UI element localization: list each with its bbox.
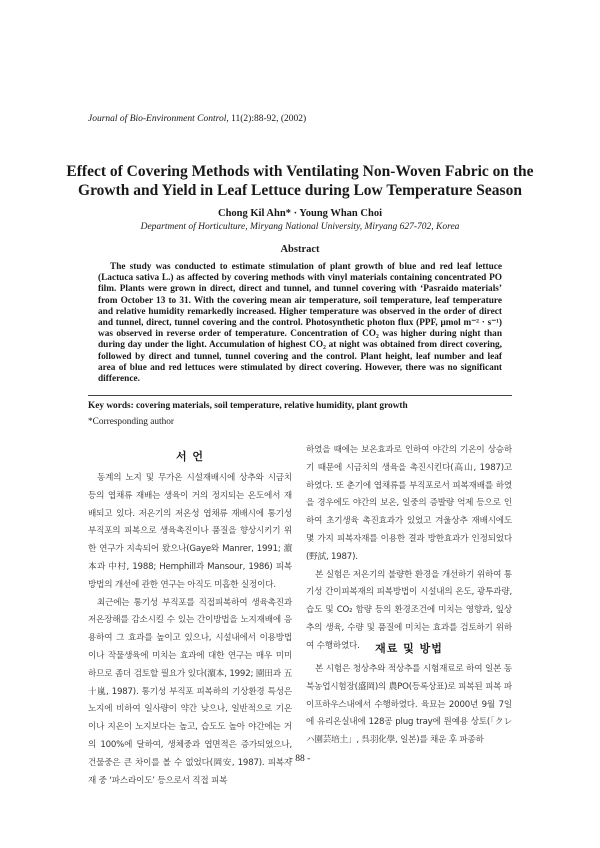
divider	[88, 395, 512, 396]
page-number: - 88 -	[289, 754, 311, 764]
abstract-sentence: However, there was no significant difference.	[98, 362, 502, 385]
abstract-body	[98, 262, 502, 385]
affiliation: Department of Horticulture, Miryang National University, Miryang 627-702, Korea	[140, 222, 460, 232]
journal-name: Journal of Bio-Environment Control,	[88, 114, 229, 124]
abstract-sentence: Plants were grown in direct, direct and tunnel, and tunnel covering with ‘Pasraido materials’ from October 13 to 31.	[98, 284, 503, 306]
journal-volume: 11(2):88-92, (2002)	[231, 114, 307, 124]
abstract-sentence: Concentration of CO₂ was higher during night than during day under the light.	[98, 329, 502, 351]
abstract-sentence: With the covering mean air temperature, soil temperature, leaf temperature and relative humidity remarkedly increased.	[98, 295, 503, 317]
right-column-methods	[306, 661, 512, 750]
left-column	[88, 470, 292, 790]
keywords: Key words: covering materials, soil temperature, relative humidity, plant growth	[88, 401, 408, 411]
authors: Chong Kil Ahn* · Young Whan Choi	[218, 208, 382, 219]
abstract-heading: Abstract	[280, 244, 320, 255]
paragraph: 하였을 때에는 보온효과로 인하여 야간의 기온이 상승하기 때문에 시금치의 생육을 촉진시킨다(高山, 1987)고 하였다. 또 춘기에 엽채류를 부직포로서 피복재배를 하였을 경우에도 야간의 보온, 일중의 증발량 억제 등으로 인하여 초기생육 촉진효과가 있었고 겨울상추 재배시에도 몇 가지 피복자재를 이용한 결과 방한효과가 인정되었다(野試, 1987).	[306, 445, 512, 562]
journal-citation	[88, 114, 306, 124]
paragraph: 동계의 노지 및 무가온 시설재배시에 상추와 시금치 등의 엽채류 재배는 생육이 거의 정지되는 온도에서 재배되고 있다. 저온기의 저온성 엽채류 재배시에 통기성 부직포의 피복으로 생육촉진이나 품질을 향상시키기 위한 연구가 지속되어 왔으나(Gaye와 Manrer, 1991; 濵本과 中村, 1988; Hemphill과 Mansour, 1986) 피복방법의 개선에 관한 연구는 아직도 미흡한 실정이다.	[88, 473, 292, 590]
abstract-sentence: The study was conducted to estimate stimulation of plant growth of blue and red leaf lettuce (Lactuca sativa L.) as affected by covering methods with vinyl materials containing concentrated PO film.	[98, 262, 502, 295]
abstract-sentence: Plant height, leaf number and leaf area of blue and red lettuces were stimulated by direct covering.	[98, 351, 502, 373]
paper-title: Effect of Covering Methods with Ventilating Non-Woven Fabric on the Growth and Yield in Leaf Lettuce during Low Temperature Season	[66, 163, 534, 199]
paragraph: 최근에는 통기성 부직포를 직접피복하여 생육촉진과 저온장해를 감소시킬 수 있는 간이방법을 노지재배에 응용하여 그 효과를 높이고 있으나, 시설내에서 이용방법이나 작물생육에 미치는 효과에 대한 연구는 매우 미미하므로 좀더 검토할 필요가 있다(濵本, 1992; 園田과 五十嵐, 1987). 통기성 부직포 피복하의 기상환경 특성은 노지에 비하여 일사량이 약간 낮으나, 일반적으로 기온이나 지온이 노지보다는 높고, 습도도 높아 야간에는 거의 100%에 달하여, 생체중과 엽면적은 증가되었으나, 건물중은 큰 차이를 볼 수 없었다(岡安, 1987). 피복자재 중 ‘파스라이도’ 등으로서 직접 피복	[88, 597, 292, 786]
corresponding-author-note: *Corresponding author	[88, 417, 174, 427]
abstract-sentence: Higher temperature was observed in the order of direct and tunnel, direct, tunnel covering and the control.	[98, 306, 502, 329]
paragraph: 본 실험은 저온기의 불량한 환경을 개선하기 위하여 통기성 간이피복재의 피복방법이 시설내의 온도, 광투과량, 습도 및 CO₂ 함량 등의 환경조건에 미치는 영향과, 잎상추의 생육, 수량 및 품질에 미치는 효과를 검토하기 위하여 수행하였다.	[306, 569, 512, 651]
right-column	[306, 442, 512, 656]
section-heading-materials-methods: 재료 및 방법	[375, 642, 443, 655]
paragraph: 본 시험은 청상추와 적상추를 시험재료로 하여 일본 동북농업시험장(盛岡)의 農PO(등록상표)로 피복된 피복 파이프하우스내에서 수행하였다. 육묘는 2000년 9월 7일에 유리온실내에 128공 plug tray에 원예용 상토(「クレハ園芸培土」, 呉羽化學, 일본)를 채운 후 파종하	[306, 664, 512, 746]
abstract-sentence: Accumulation of highest CO₂ at night was obtained from direct covering, followed by direct and tunnel, tunnel covering and the control.	[98, 340, 502, 362]
abstract-sentence: Photosynthetic photon flux (PPF, μmol m⁻² · s⁻¹) was observed in reverse order of temperature.	[98, 318, 502, 340]
section-heading-introduction: 서 언	[175, 450, 205, 463]
